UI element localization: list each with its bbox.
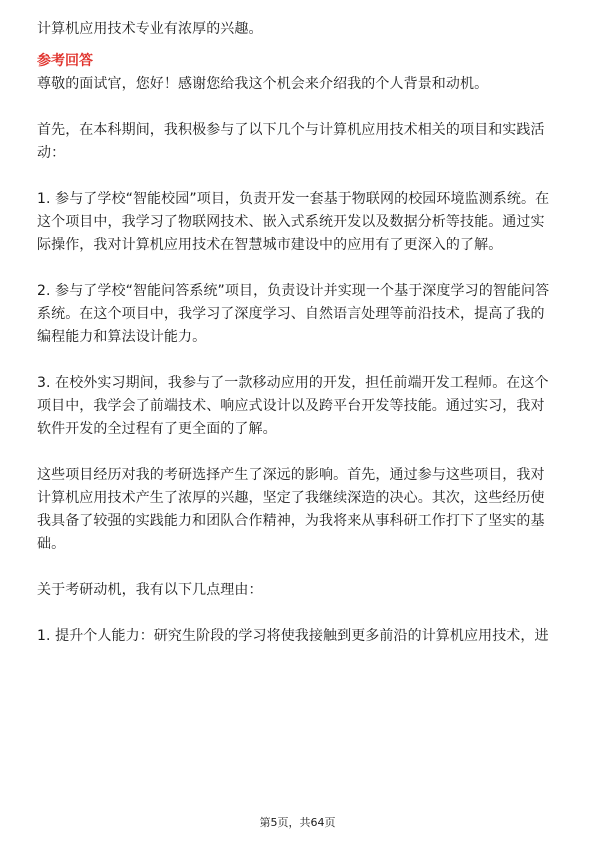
text-line: 项目中，我学会了前端技术、响应式设计以及跨平台开发等技能。通过实习，我对 bbox=[37, 398, 545, 414]
paragraph-motivation-1 bbox=[37, 625, 559, 648]
text-line: 1. 参与了学校“智能校园”项目，负责开发一套基于物联网的校园环境监测系统。在 bbox=[37, 191, 550, 207]
paragraph-impact bbox=[37, 464, 559, 556]
text-line: 关于考研动机，我有以下几点理由： bbox=[37, 582, 263, 598]
text-line: 3. 在校外实习期间，我参与了一款移动应用的开发，担任前端开发工程师。在这个 bbox=[37, 375, 549, 391]
text-line: 我具备了较强的实践能力和团队合作精神，为我将来从事科研工作打下了坚实的基 bbox=[37, 513, 545, 529]
text-line: 这个项目中，我学习了物联网技术、嵌入式系统开发以及数据分析等技能。通过实 bbox=[37, 214, 545, 230]
paragraph-motivation-intro bbox=[37, 579, 559, 602]
text-line: 动： bbox=[37, 145, 66, 161]
text-line: 础。 bbox=[37, 536, 66, 552]
intro-line: 计算机应用技术专业有浓厚的兴趣。 bbox=[37, 21, 263, 37]
text-line: 系统。在这个项目中，我学习了深度学习、自然语言处理等前沿技术，提高了我的 bbox=[37, 306, 545, 322]
page-content bbox=[37, 18, 559, 671]
text-line: 尊敬的面试官，您好！感谢您给我这个机会来介绍我的个人背景和动机。 bbox=[37, 76, 489, 92]
text-line: 2. 参与了学校“智能问答系统”项目，负责设计并实现一个基于深度学习的智能问答 bbox=[37, 283, 550, 299]
text-line: 首先，在本科期间，我积极参与了以下几个与计算机应用技术相关的项目和实践活 bbox=[37, 122, 545, 138]
text-line: 软件开发的全过程有了更全面的了解。 bbox=[37, 421, 277, 437]
paragraph-project-2 bbox=[37, 280, 559, 349]
paragraph-project-3 bbox=[37, 372, 559, 441]
text-line: 1. 提升个人能力：研究生阶段的学习将使我接触到更多前沿的计算机应用技术，进 bbox=[37, 628, 549, 644]
text-line: 计算机应用技术产生了浓厚的兴趣，坚定了我继续深造的决心。其次，这些经历使 bbox=[37, 490, 545, 506]
paragraph-projects-intro bbox=[37, 119, 559, 165]
page-number-footer: 第5页，共64页 bbox=[259, 816, 336, 829]
text-line: 这些项目经历对我的考研选择产生了深远的影响。首先，通过参与这些项目，我对 bbox=[37, 467, 545, 483]
answer-heading: 参考回答 bbox=[37, 53, 93, 69]
text-line: 际操作，我对计算机应用技术在智慧城市建设中的应用有了更深入的了解。 bbox=[37, 237, 503, 253]
paragraph-project-1 bbox=[37, 188, 559, 257]
paragraph-greeting bbox=[37, 73, 559, 96]
text-line: 编程能力和算法设计能力。 bbox=[37, 329, 207, 345]
